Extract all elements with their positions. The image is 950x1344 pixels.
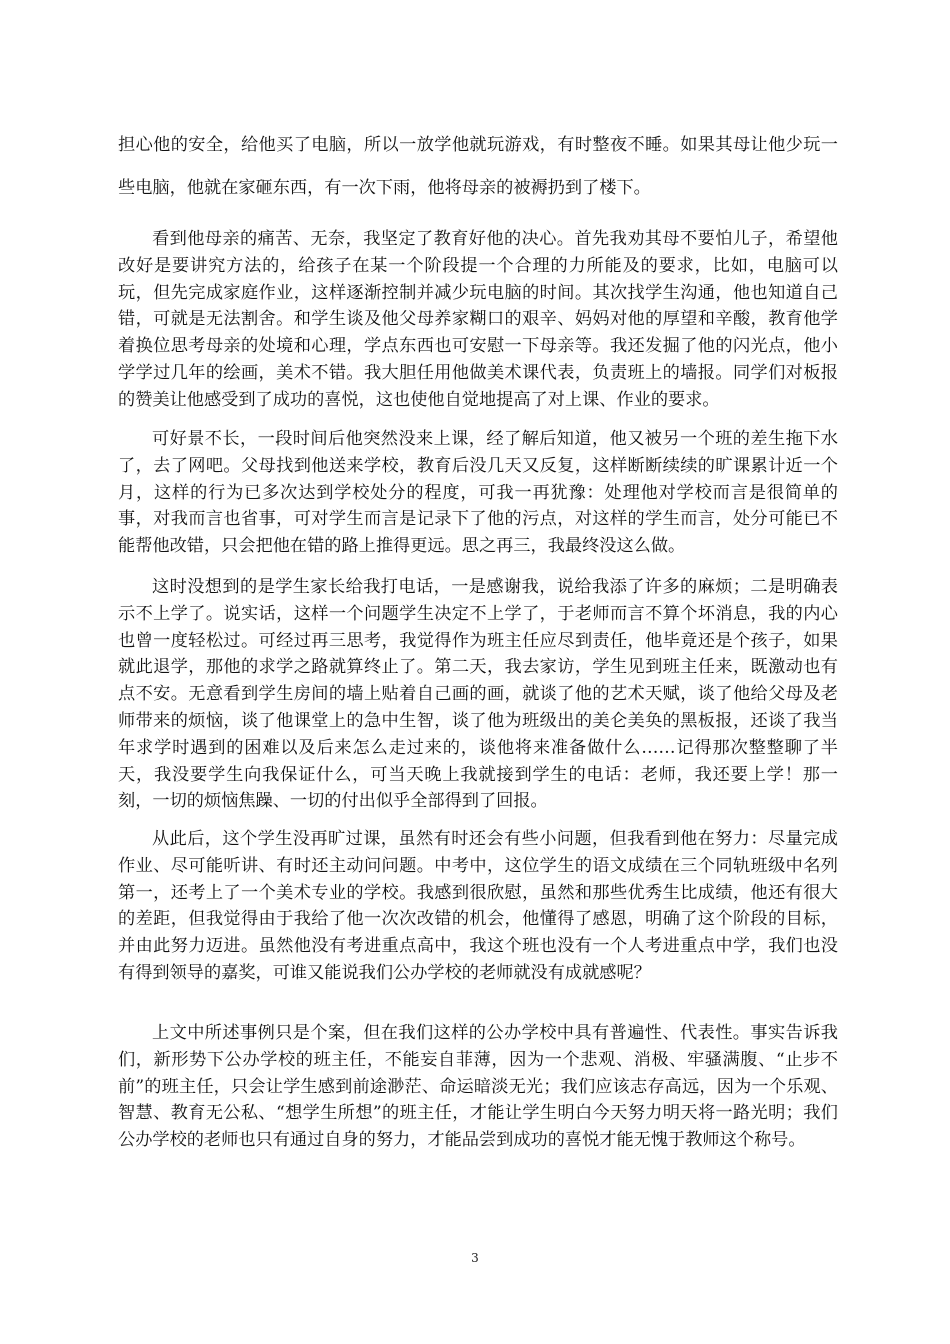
- paragraph-1: 担心他的安全，给他买了电脑，所以一放学他就玩游戏，有时整夜不睡。如果其母让他少玩一些电脑，他就在家砸东西，有一次下雨，他将母亲的被褥扔到了楼下。: [118, 135, 838, 198]
- page-number: 3: [471, 1251, 479, 1265]
- paragraph-6: 上文中所述事例只是个案，但在我们这样的公办学校中具有普遍性、代表性。事实告诉我们，新形势下公办学校的班主任，不能妄自菲薄，因为一个悲观、消极、牢骚满腹、“止步不前”的班主任，只会让学生感到前途渺茫、命运暗淡无光；我们应该志存高远，因为一个乐观、智慧、教育无公私、“想学生所想”的班主任，才能让学生明白今天努力明天将一路光明；我们公办学校的老师也只有通过自身的努力，才能品尝到成功的喜悦才能无愧于教师这个称号。: [118, 1023, 838, 1151]
- paragraph-5: 从此后，这个学生没再旷过课，虽然有时还会有些小问题，但我看到他在努力：尽量完成作业、尽可能听讲、有时还主动问问题。中考中，这位学生的语文成绩在三个同轨班级中名列第一，还考上了一个美术专业的学校。我感到很欣慰，虽然和那些优秀生比成绩，他还有很大的差距，但我觉得由于我给了他一次次改错的机会，他懂得了感恩，明确了这个阶段的目标，并由此努力迈进。虽然他没有考进重点高中，我这个班也没有一个人考进重点中学，我们也没有得到领导的嘉奖，可谁又能说我们公办学校的老师就没有成就感呢？: [118, 829, 838, 983]
- paragraph-2: 看到他母亲的痛苦、无奈，我坚定了教育好他的决心。首先我劝其母不要怕儿子，希望他改好是要讲究方法的，给孩子在某一个阶段提一个合理的力所能及的要求，比如，电脑可以玩，但先完成家庭作业，这样逐渐控制并减少玩电脑的时间。其次找学生沟通，他也知道自己错，可就是无法割舍。和学生谈及他父母养家糊口的艰辛、妈妈对他的厚望和辛酸，教育他学着换位思考母亲的处境和心理，学点东西也可安慰一下母亲等。我还发掘了他的闪光点，他小学学过几年的绘画，美术不错。我大胆任用他做美术课代表，负责班上的墙报。同学们对板报的赞美让他感受到了成功的喜悦，这也使他自觉地提高了对上课、作业的要求。: [118, 229, 838, 410]
- paragraph-3: 可好景不长，一段时间后他突然没来上课，经了解后知道，他又被另一个班的差生拖下水了，去了网吧。父母找到他送来学校，教育后没几天又反复，这样断断续续的旷课累计近一个月，这样的行为已多次达到学校处分的程度，可我一再犹豫：处理他对学校而言是很简单的事，对我而言也省事，可对学生而言是记录下了他的污点，对这样的学生而言，处分可能已不能帮他改错，只会把他在错的路上推得更远。思之再三，我最终没这么做。: [118, 429, 838, 557]
- paragraph-4: 这时没想到的是学生家长给我打电话，一是感谢我，说给我添了许多的麻烦；二是明确表示不上学了。说实话，这样一个问题学生决定不上学了，于老师而言不算个坏消息，我的内心也曾一度轻松过。可经过再三思考，我觉得作为班主任应尽到责任，他毕竟还是个孩子，如果就此退学，那他的求学之路就算终止了。第二天，我去家访，学生见到班主任来，既激动也有点不安。无意看到学生房间的墙上贴着自己画的画，就谈了他的艺术天赋，谈了他给父母及老师带来的烦恼，谈了他课堂上的急中生智，谈了他为班级出的美仑美奂的黑板报，还谈了我当年求学时遇到的困难以及后来怎么走过来的，谈他将来准备做什么……记得那次整整聊了半天，我没要学生向我保证什么，可当天晚上我就接到学生的电话：老师，我还要上学！那一刻，一切的烦恼焦躁、一切的付出似乎全部得到了回报。: [118, 577, 838, 812]
